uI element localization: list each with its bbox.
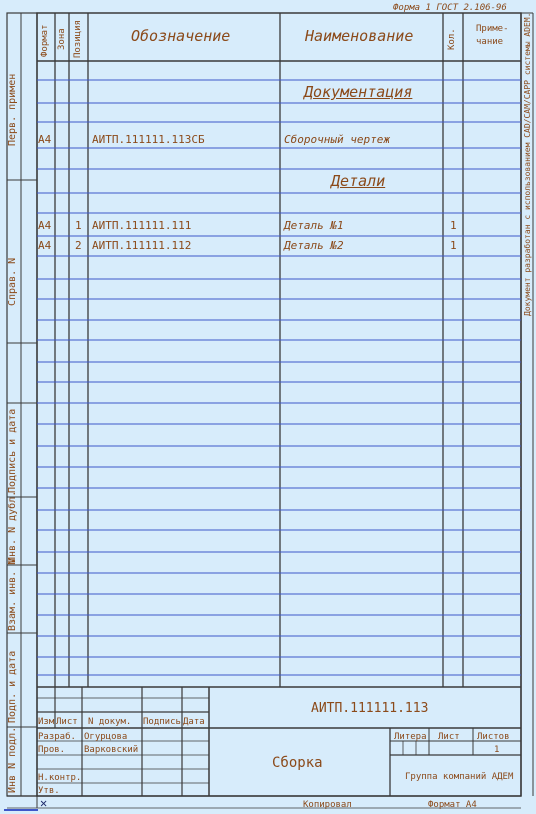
row-3-designation: АИТП.111111.111	[92, 219, 192, 232]
tb-col-list: Лист	[56, 717, 78, 727]
row-3-name: Деталь №1	[284, 219, 344, 232]
row-3-qty: 1	[450, 219, 457, 232]
tb-litera: Литера	[394, 732, 427, 742]
tb-nkontr-label: Н.контр.	[38, 773, 82, 783]
row-4-qty: 1	[450, 239, 457, 252]
tb-list: Лист	[438, 732, 460, 742]
row-3-pos: 1	[75, 219, 82, 232]
tb-razrab-label: Разраб.	[38, 732, 76, 742]
header-note-2: чание	[476, 37, 504, 47]
header-name: Наименование	[305, 27, 414, 45]
header-format: Формат	[40, 24, 50, 57]
header-position: Позиция	[73, 20, 83, 58]
footer-format: Формат А4	[428, 800, 477, 810]
header-zone: Зона	[57, 28, 67, 50]
tb-doc-title: Сборка	[272, 755, 323, 771]
left-inv-podl: Инв N подл.	[7, 726, 18, 793]
footer-copied: Копировал	[303, 800, 352, 810]
left-sprav-n: Справ. N	[7, 257, 18, 306]
left-inv-dubl: Инв. N дубл.	[7, 490, 18, 563]
row-4-designation: АИТП.111111.112	[92, 239, 192, 252]
tb-listov-value: 1	[494, 745, 500, 755]
title-doc-number: АИТП.111111.113	[311, 701, 429, 716]
left-vzam-inv: Взам. инв. N	[7, 558, 18, 631]
close-icon[interactable]: ✕	[40, 796, 48, 810]
row-4-format: А4	[38, 239, 52, 252]
left-podp-data-2: Подп. и дата	[7, 650, 18, 723]
tb-col-data: Дата	[183, 717, 205, 727]
row-3-format: А4	[38, 219, 52, 232]
row-4-pos: 2	[75, 239, 82, 252]
tb-listov: Листов	[477, 732, 510, 742]
gost-caption: Форма 1 ГОСТ 2.106-96	[393, 3, 507, 13]
row-4-name: Деталь №2	[284, 239, 344, 252]
row-1-designation: АИТП.111111.113СБ	[92, 133, 205, 146]
tb-company: Группа компаний АДЕМ	[405, 772, 514, 782]
tb-col-izm: Изм	[38, 717, 55, 727]
row-1-format: А4	[38, 133, 52, 146]
tb-prov-label: Пров.	[38, 745, 66, 755]
header-note-1: Приме-	[476, 24, 509, 34]
tb-prov-name: Варковский	[84, 745, 139, 755]
section-details: Детали	[331, 172, 386, 190]
tb-razrab-name: Огурцова	[84, 732, 128, 742]
header-designation: Обозначение	[131, 27, 231, 45]
tb-col-podp: Подпись	[143, 717, 181, 727]
right-vertical-note: Документ разработан с использованием CAD/CAM/CAPP системы ADEM.	[523, 12, 532, 316]
row-1-name: Сборочный чертеж	[284, 133, 390, 146]
tb-col-ndok: N докум.	[88, 717, 132, 727]
left-podpis-data: Подпись и дата	[7, 408, 18, 493]
tb-utv-label: Утв.	[38, 786, 60, 796]
left-perv-primen: Перв. примен	[7, 73, 18, 146]
header-qty: Кол.	[447, 28, 457, 50]
section-documentation: Документация	[304, 83, 413, 101]
